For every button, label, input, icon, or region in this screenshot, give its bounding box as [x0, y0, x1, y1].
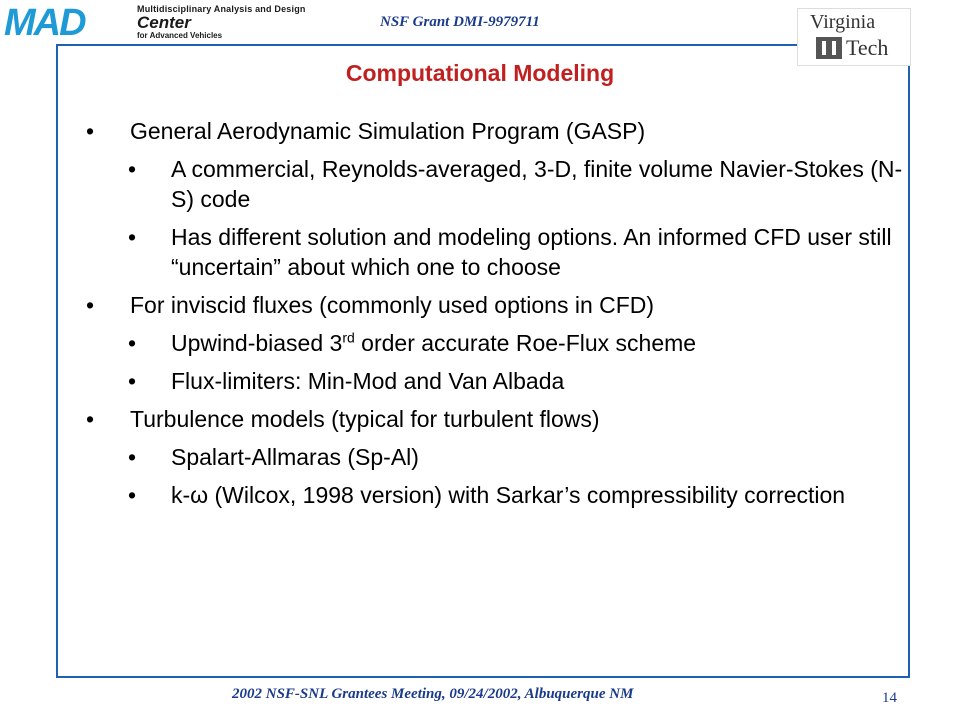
footer-meeting: 2002 NSF-SNL Grantees Meeting, 09/24/2002, Albuquerque NM: [232, 686, 634, 702]
logo-line-1: Multidisciplinary Analysis and Design: [137, 4, 306, 14]
logo-center-text: [137, 4, 306, 40]
vt-logo-virginia: Virginia: [810, 11, 876, 33]
bullet-inviscid-fluxes: • For inviscid fluxes (commonly used options in CFD): [80, 290, 910, 320]
mad-logo-text: MAD: [4, 4, 85, 40]
bullet-turbulence-models: • Turbulence models (typical for turbulent flows): [80, 404, 910, 434]
virginia-tech-logo: [797, 8, 911, 66]
logo-line-3: for Advanced Vehicles: [137, 31, 223, 40]
bullet-spalart-allmaras: • Spalart-Allmaras (Sp-Al): [80, 442, 910, 472]
bullet-gasp: • General Aerodynamic Simulation Program (GASP): [80, 116, 910, 146]
vt-logo-tech: Tech: [846, 35, 889, 60]
bullet-flux-limiters: • Flux-limiters: Min-Mod and Van Albada: [80, 366, 910, 396]
logo-line-2: Center: [137, 13, 191, 32]
bullet-roe-flux: • Upwind-biased 3rd order accurate Roe-Flux scheme: [80, 328, 910, 358]
vt-shield-icon: [814, 35, 844, 61]
slide-content: [80, 116, 910, 518]
bullet-k-omega: • k-ω (Wilcox, 1998 version) with Sarkar’s compressibility correction: [80, 480, 910, 510]
bullet-commercial-code: • A commercial, Reynolds-averaged, 3-D, finite volume Navier-Stokes (N-S) code: [80, 154, 910, 214]
mad-logo: [2, 4, 137, 40]
page-number: 14: [882, 690, 897, 706]
bullet-solution-options: • Has different solution and modeling options. An informed CFD user still “uncertain” about which one to choose: [80, 222, 910, 282]
slide-title: Computational Modeling: [345, 60, 615, 86]
grant-label: NSF Grant DMI-9979711: [380, 14, 540, 30]
